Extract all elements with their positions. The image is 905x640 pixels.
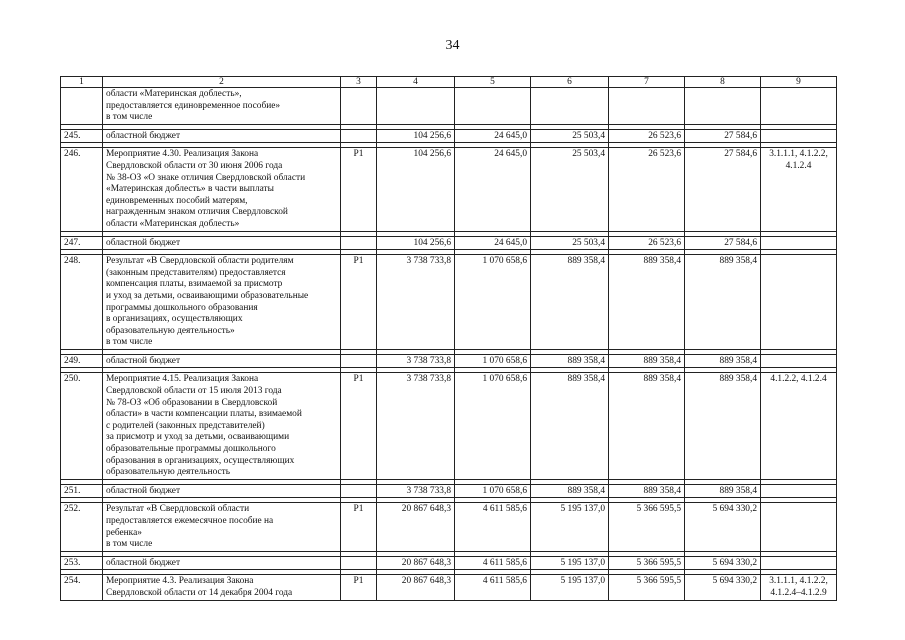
table-row	[61, 236, 837, 250]
row-number-cell: 253.	[61, 556, 103, 570]
table-row	[61, 354, 837, 368]
total-cell: 3 738 733,8	[377, 484, 455, 498]
year-cell	[531, 88, 609, 125]
row-number-cell: 248.	[61, 255, 103, 350]
year-cell: 5 195 137,0	[531, 575, 609, 600]
target-ref-cell: 3.1.1.1, 4.1.2.2, 4.1.2.4–4.1.2.9	[761, 575, 837, 600]
year-cell: 889 358,4	[609, 373, 685, 479]
target-ref-cell	[761, 129, 837, 143]
table-row	[61, 129, 837, 143]
description-cell: областной бюджет	[103, 484, 341, 498]
year-cell: 1 070 658,6	[455, 484, 531, 498]
year-cell: 889 358,4	[685, 484, 761, 498]
column-header: 7	[609, 77, 685, 88]
column-header: 2	[103, 77, 341, 88]
code-cell: Р1	[341, 373, 377, 479]
year-cell: 1 070 658,6	[455, 354, 531, 368]
column-header: 8	[685, 77, 761, 88]
year-cell: 25 503,4	[531, 129, 609, 143]
year-cell: 24 645,0	[455, 129, 531, 143]
total-cell: 104 256,6	[377, 236, 455, 250]
code-cell	[341, 236, 377, 250]
table-row	[61, 88, 837, 125]
year-cell: 5 694 330,2	[685, 503, 761, 551]
description-cell: Мероприятие 4.30. Реализация Закона Свердловской области от 30 июня 2006 года № 38-ОЗ «О знаке отличия Свердловской области «Материнская доблесть» в части выплаты единовременных пособий матерям, награжденным знаком отличия Свердловской области «Материнская доблесть»	[103, 148, 341, 231]
year-cell: 25 503,4	[531, 236, 609, 250]
code-cell	[341, 556, 377, 570]
code-cell	[341, 88, 377, 125]
target-ref-cell	[761, 354, 837, 368]
row-number-cell: 254.	[61, 575, 103, 600]
year-cell: 5 366 595,5	[609, 556, 685, 570]
year-cell	[685, 88, 761, 125]
description-cell: Результат «В Свердловской области предоставляется ежемесячное пособие на ребенка» в том числе	[103, 503, 341, 551]
column-header: 5	[455, 77, 531, 88]
description-cell: области «Материнская доблесть», предоставляется единовременное пособие» в том числе	[103, 88, 341, 125]
year-cell: 24 645,0	[455, 236, 531, 250]
total-cell: 3 738 733,8	[377, 373, 455, 479]
table-row	[61, 484, 837, 498]
year-cell: 25 503,4	[531, 148, 609, 231]
year-cell: 26 523,6	[609, 148, 685, 231]
year-cell: 24 645,0	[455, 148, 531, 231]
code-cell: Р1	[341, 255, 377, 350]
year-cell: 4 611 585,6	[455, 503, 531, 551]
table-row	[61, 255, 837, 350]
code-cell: Р1	[341, 575, 377, 600]
row-number-cell: 249.	[61, 354, 103, 368]
total-cell	[377, 88, 455, 125]
row-number-cell: 251.	[61, 484, 103, 498]
year-cell: 889 358,4	[685, 354, 761, 368]
table-row	[61, 148, 837, 231]
row-number-cell: 245.	[61, 129, 103, 143]
page-number: 34	[445, 38, 460, 53]
year-cell	[609, 88, 685, 125]
total-cell: 3 738 733,8	[377, 354, 455, 368]
year-cell: 889 358,4	[531, 373, 609, 479]
code-cell	[341, 354, 377, 368]
row-number-cell: 246.	[61, 148, 103, 231]
year-cell: 889 358,4	[685, 255, 761, 350]
target-ref-cell	[761, 88, 837, 125]
total-cell: 20 867 648,3	[377, 503, 455, 551]
year-cell: 4 611 585,6	[455, 556, 531, 570]
description-cell: областной бюджет	[103, 354, 341, 368]
total-cell: 104 256,6	[377, 129, 455, 143]
target-ref-cell	[761, 236, 837, 250]
year-cell: 26 523,6	[609, 129, 685, 143]
code-cell	[341, 129, 377, 143]
row-number-cell	[61, 88, 103, 125]
description-cell: областной бюджет	[103, 556, 341, 570]
year-cell: 4 611 585,6	[455, 575, 531, 600]
year-cell: 27 584,6	[685, 236, 761, 250]
row-number-cell: 250.	[61, 373, 103, 479]
table-row	[61, 503, 837, 551]
target-ref-cell	[761, 255, 837, 350]
target-ref-cell	[761, 484, 837, 498]
row-number-cell: 247.	[61, 236, 103, 250]
table-row	[61, 373, 837, 479]
code-cell: Р1	[341, 148, 377, 231]
code-cell	[341, 484, 377, 498]
table-row	[61, 556, 837, 570]
column-number-header	[61, 77, 837, 88]
year-cell: 1 070 658,6	[455, 373, 531, 479]
target-ref-cell: 3.1.1.1, 4.1.2.2, 4.1.2.4	[761, 148, 837, 231]
target-ref-cell: 4.1.2.2, 4.1.2.4	[761, 373, 837, 479]
description-cell: Результат «В Свердловской области родителям (законным представителям) предоставляется компенсация платы, взимаемой за присмотр и уход за детьми, осваивающими образовательные программы дошкольного образования в организациях, осуществляющих образовательную деятельность» в том числе	[103, 255, 341, 350]
description-cell: областной бюджет	[103, 236, 341, 250]
year-cell: 889 358,4	[531, 484, 609, 498]
year-cell: 27 584,6	[685, 148, 761, 231]
year-cell: 5 366 595,5	[609, 503, 685, 551]
column-header: 4	[377, 77, 455, 88]
target-ref-cell	[761, 556, 837, 570]
table-row	[61, 575, 837, 600]
year-cell: 26 523,6	[609, 236, 685, 250]
year-cell: 5 195 137,0	[531, 556, 609, 570]
column-header: 6	[531, 77, 609, 88]
year-cell: 27 584,6	[685, 129, 761, 143]
year-cell: 889 358,4	[685, 373, 761, 479]
year-cell: 889 358,4	[531, 354, 609, 368]
code-cell: Р1	[341, 503, 377, 551]
column-header: 9	[761, 77, 837, 88]
description-cell: Мероприятие 4.3. Реализация Закона Свердловской области от 14 декабря 2004 года	[103, 575, 341, 600]
description-cell: областной бюджет	[103, 129, 341, 143]
row-number-cell: 252.	[61, 503, 103, 551]
target-ref-cell	[761, 503, 837, 551]
total-cell: 20 867 648,3	[377, 575, 455, 600]
total-cell: 20 867 648,3	[377, 556, 455, 570]
year-cell: 5 694 330,2	[685, 575, 761, 600]
description-cell: Мероприятие 4.15. Реализация Закона Свердловской области от 15 июля 2013 года № 78-ОЗ «Об образовании в Свердловской области» в части компенсации платы, взимаемой с родителей (законных представителей) за присмотр и уход за детьми, осваивающими образовательные программы дошкольного образования в организациях, осуществляющих образовательную деятельность	[103, 373, 341, 479]
column-header: 1	[61, 77, 103, 88]
year-cell: 889 358,4	[609, 484, 685, 498]
year-cell: 5 694 330,2	[685, 556, 761, 570]
year-cell: 5 366 595,5	[609, 575, 685, 600]
budget-table	[60, 76, 837, 601]
year-cell: 1 070 658,6	[455, 255, 531, 350]
year-cell: 5 195 137,0	[531, 503, 609, 551]
year-cell: 889 358,4	[609, 354, 685, 368]
year-cell	[455, 88, 531, 125]
total-cell: 3 738 733,8	[377, 255, 455, 350]
year-cell: 889 358,4	[609, 255, 685, 350]
year-cell: 889 358,4	[531, 255, 609, 350]
total-cell: 104 256,6	[377, 148, 455, 231]
column-header: 3	[341, 77, 377, 88]
